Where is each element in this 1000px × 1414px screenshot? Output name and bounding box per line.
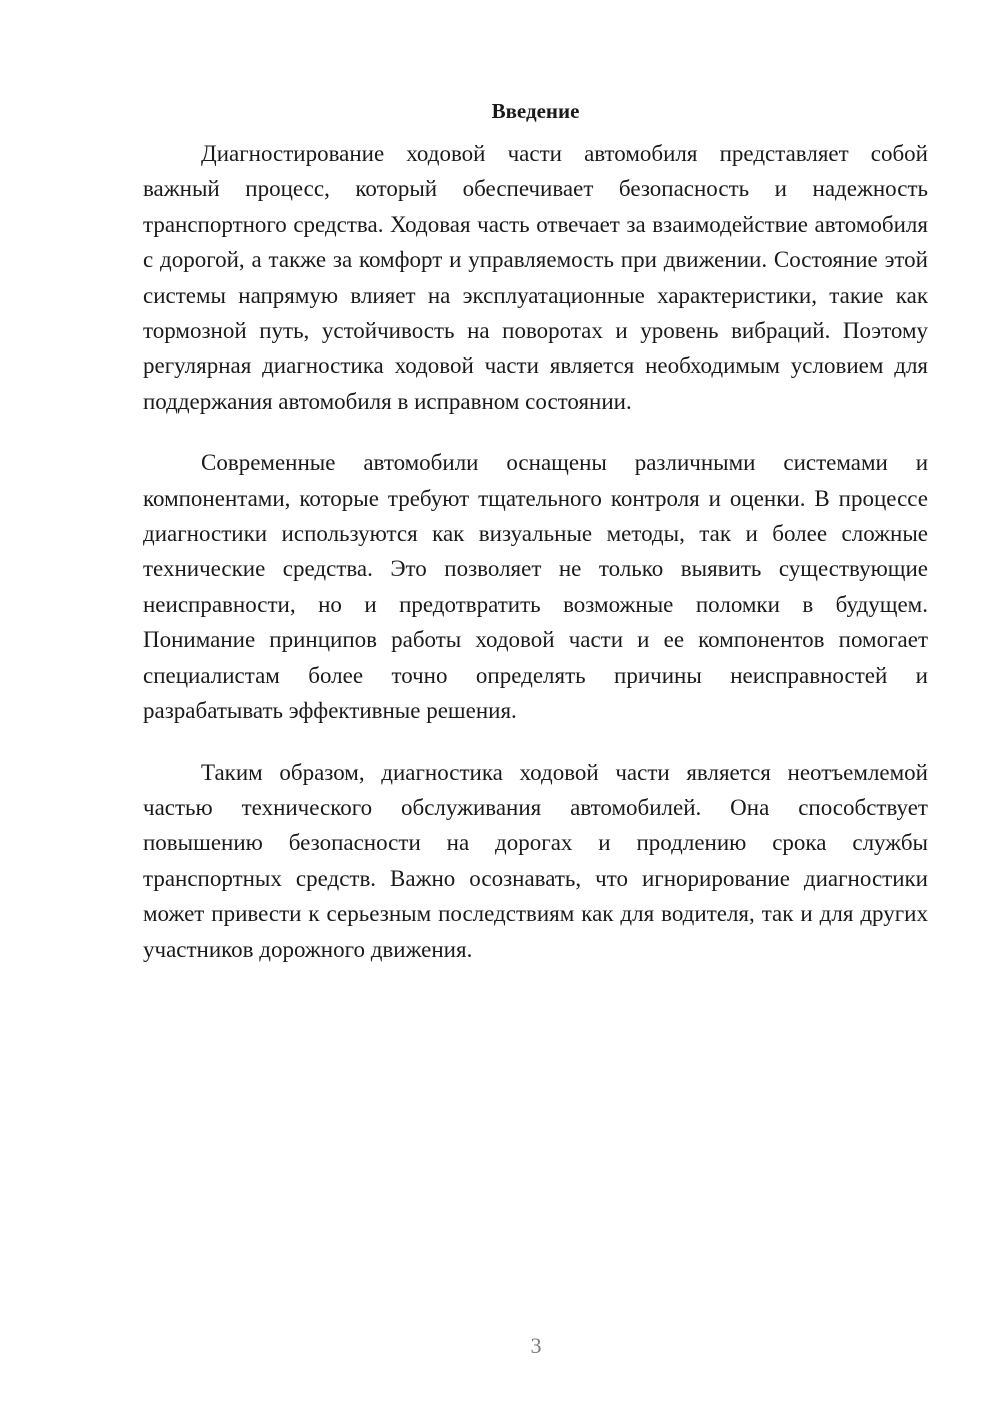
paragraph-3: Таким образом, диагностика ходовой части является неотъемлемой частью технического обслуживания автомобилей. Она способствует повышению безопасности на дорогах и продлению срока службы транспортных средств. Важно осознавать, что игнорирование диагностики может привести к серьезным последствиям как для водителя, так и для других участников дорожного движения.	[143, 759, 928, 962]
paragraph-1: Диагностирование ходовой части автомобиля представляет собой важный процесс, который обеспечивает безопасность и надежность транспортного средства. Ходовая часть отвечает за взаимодействие автомобиля с дорогой, а также за комфорт и управляемость при движении. Состояние этой системы напрямую влияет на эксплуатационные характеристики, такие как тормозной путь, устойчивость на поворотах и уровень вибраций. Поэтому регулярная диагностика ходовой части является необходимым условием для поддержания автомобиля в исправном состоянии.	[143, 141, 928, 414]
page-content	[143, 92, 928, 967]
section-title: Введение	[491, 99, 580, 123]
paragraph-2: Современные автомобили оснащены различными системами и компонентами, которые требуют тщательного контроля и оценки. В процессе диагностики используются как визуальные методы, так и более сложные технические средства. Это позволяет не только выявить существующие неисправности, но и предотвратить возможные поломки в будущем. Понимание принципов работы ходовой части и ее компонентов помогает специалистам более точно определять причины неисправностей и разрабатывать эффективные решения.	[143, 450, 928, 724]
page-number: 3	[530, 1333, 542, 1358]
